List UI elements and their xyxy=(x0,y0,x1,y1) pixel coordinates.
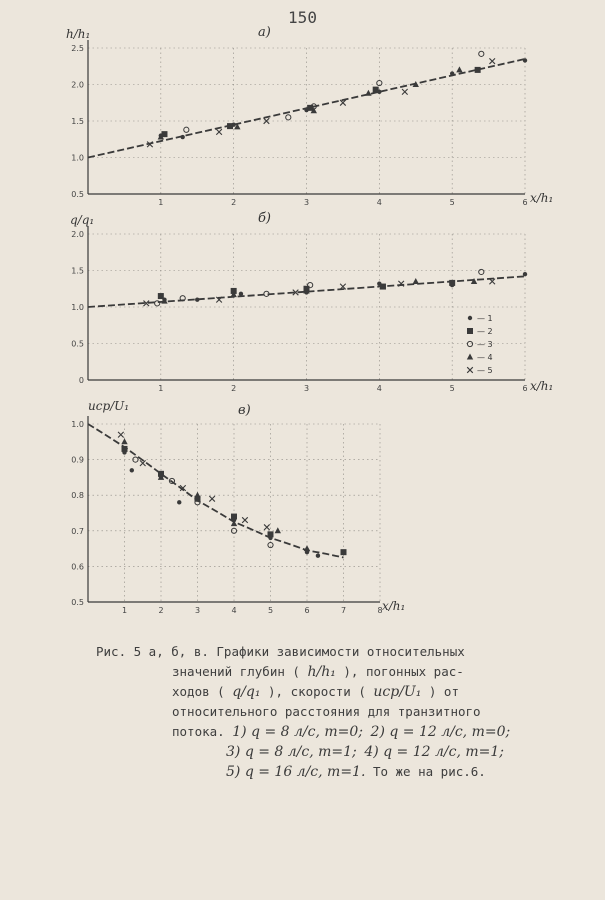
data-point-series-3-circle xyxy=(479,269,484,274)
y-tick-label: 1.0 xyxy=(71,153,84,163)
y-tick-label: 2.0 xyxy=(71,230,84,239)
x-axis-label: x/h₁ xyxy=(530,191,554,205)
data-point-series-2-square xyxy=(122,446,128,452)
caption-item-2: 2) q = 12 л/с, m=0; xyxy=(370,724,511,740)
panel-label: в) xyxy=(238,403,251,418)
x-tick-label: 5 xyxy=(449,384,455,393)
data-point-series-2-square xyxy=(380,284,386,290)
symbol-u-ratio: uср/U₁ xyxy=(373,684,422,700)
data-point-series-1-dot xyxy=(239,292,243,296)
y-tick-label: 0.5 xyxy=(71,190,84,199)
data-point-series-1-dot xyxy=(523,58,527,62)
caption-line-6 xyxy=(96,742,556,762)
data-point-series-3-circle xyxy=(184,127,189,132)
x-tick-label: 6 xyxy=(522,198,528,207)
panel-label: б) xyxy=(258,211,272,226)
data-point-series-2-square xyxy=(341,549,347,555)
caption-text: ), погонных рас- xyxy=(343,664,464,679)
y-tick-label: 0.9 xyxy=(71,455,84,465)
caption-text: ) от xyxy=(428,684,459,699)
y-tick-label: 0.7 xyxy=(71,526,84,536)
y-tick-label: 0.8 xyxy=(71,491,84,501)
data-point-series-2-square xyxy=(449,280,455,286)
caption-line-2 xyxy=(96,662,556,682)
chart-panel-2 xyxy=(70,211,553,393)
data-point-series-2-square xyxy=(475,67,481,73)
data-point-series-4-triangle xyxy=(413,278,419,284)
legend-label-1: — 1 xyxy=(477,314,493,323)
caption-item-5: 5) q = 16 л/с, m=1. xyxy=(226,764,366,780)
x-tick-label: 6 xyxy=(522,384,528,393)
data-point-series-5-cross xyxy=(209,496,215,502)
x-tick-label: 5 xyxy=(267,606,274,615)
data-point-series-2-square xyxy=(231,514,237,520)
symbol-h-ratio: h/h₁ xyxy=(307,664,336,680)
data-point-series-5-cross xyxy=(242,517,248,523)
panel-label: а) xyxy=(258,25,271,40)
legend-label-2: — 2 xyxy=(477,327,493,336)
data-point-series-2-square xyxy=(161,131,167,137)
data-point-series-1-dot xyxy=(195,298,199,302)
legend-label-4: — 4 xyxy=(477,353,493,362)
data-point-series-3-circle xyxy=(286,115,291,120)
legend-marker-square xyxy=(467,328,473,334)
data-point-series-4-triangle xyxy=(194,492,200,498)
x-tick-label: 5 xyxy=(449,198,455,207)
x-tick-label: 1 xyxy=(158,198,164,207)
caption-text: значений глубин ( xyxy=(172,664,300,679)
x-tick-label: 1 xyxy=(158,384,164,393)
y-tick-label: 2.0 xyxy=(71,80,84,90)
data-point-series-5-cross xyxy=(402,89,408,95)
chart-panel-3 xyxy=(71,399,405,615)
data-point-series-3-circle xyxy=(155,301,160,306)
x-tick-label: 4 xyxy=(376,384,382,393)
x-axis-label: x/h₁ xyxy=(530,379,554,393)
caption-item-3: 3) q = 8 л/с, m=1; xyxy=(226,744,357,760)
data-point-series-2-square xyxy=(227,123,233,129)
caption-text: ходов ( xyxy=(172,684,225,699)
x-tick-label: 2 xyxy=(231,198,237,207)
data-point-series-5-cross xyxy=(118,432,124,438)
y-tick-label: 1.0 xyxy=(71,303,84,312)
data-point-series-1-dot xyxy=(180,135,184,139)
data-point-series-5-cross xyxy=(489,58,495,64)
data-point-series-3-circle xyxy=(479,51,484,56)
data-point-series-2-square xyxy=(158,293,164,299)
x-tick-label: 2 xyxy=(231,384,237,393)
y-tick-label: 0 xyxy=(78,376,84,385)
y-tick-label: 1.5 xyxy=(71,266,84,276)
y-tick-label: 2.5 xyxy=(71,44,84,53)
caption-line-1: Рис. 5 а, б, в. Графики зависимости относительных xyxy=(96,644,465,659)
caption-line-7 xyxy=(96,762,556,782)
x-tick-label: 2 xyxy=(158,606,164,615)
caption-line-3 xyxy=(96,682,556,702)
data-point-series-1-dot xyxy=(523,272,527,276)
data-point-series-1-dot xyxy=(316,554,320,558)
caption-item-1: 1) q = 8 л/с, m=0; xyxy=(232,724,363,740)
legend-marker-circle xyxy=(467,341,472,346)
data-point-series-3-circle xyxy=(308,283,313,288)
x-tick-label: 6 xyxy=(304,606,310,615)
data-point-series-4-triangle xyxy=(275,527,281,533)
data-point-series-5-cross xyxy=(216,129,222,135)
data-point-series-4-triangle xyxy=(456,66,462,72)
y-tick-label: 0.6 xyxy=(71,562,84,572)
caption-item-4: 4) q = 12 л/с, m=1; xyxy=(364,744,504,760)
y-axis-label: h/h₁ xyxy=(66,27,91,41)
caption-tail: То же на рис.6. xyxy=(372,764,486,779)
data-point-series-4-triangle xyxy=(121,438,127,444)
y-tick-label: 1.5 xyxy=(71,117,84,126)
data-point-series-2-square xyxy=(373,87,379,93)
page-number: 150 xyxy=(288,8,317,27)
caption-line-5 xyxy=(96,722,556,742)
legend-label-3: — 3 xyxy=(477,340,493,349)
symbol-q-ratio: q/q₁ xyxy=(232,684,261,700)
y-tick-label: 0.5 xyxy=(71,339,84,349)
y-tick-label: 0.5 xyxy=(71,598,84,607)
data-point-series-5-cross xyxy=(264,524,270,530)
y-tick-label: 1.0 xyxy=(71,420,84,429)
data-point-series-1-dot xyxy=(130,468,134,472)
chart-panel-1 xyxy=(66,25,553,207)
y-axis-label: q/q₁ xyxy=(70,213,95,227)
legend-label-5: — 5 xyxy=(477,366,493,375)
legend-marker-cross xyxy=(467,367,473,373)
caption-text: потока. xyxy=(172,724,225,739)
data-point-series-2-square xyxy=(268,531,274,537)
data-point-series-4-triangle xyxy=(365,90,371,96)
y-axis-label: uср/U₁ xyxy=(88,399,130,413)
data-point-series-1-dot xyxy=(450,71,454,75)
data-point-series-4-triangle xyxy=(304,545,310,551)
x-tick-label: 1 xyxy=(121,606,128,615)
x-tick-label: 7 xyxy=(340,606,347,615)
x-tick-label: 3 xyxy=(303,384,310,393)
x-tick-label: 3 xyxy=(194,606,201,615)
x-tick-label: 4 xyxy=(376,198,382,207)
legend-marker-dot xyxy=(468,316,472,320)
x-tick-label: 8 xyxy=(377,606,383,615)
x-tick-label: 3 xyxy=(303,198,310,207)
figure-caption xyxy=(96,642,556,782)
caption-text: ), скорости ( xyxy=(268,684,366,699)
data-point-series-1-dot xyxy=(177,500,181,504)
x-axis-label: x/h₁ xyxy=(382,599,406,613)
legend-marker-triangle xyxy=(467,354,473,360)
caption-line-4: относительного расстояния для транзитного xyxy=(172,704,481,719)
x-tick-label: 4 xyxy=(231,606,237,615)
